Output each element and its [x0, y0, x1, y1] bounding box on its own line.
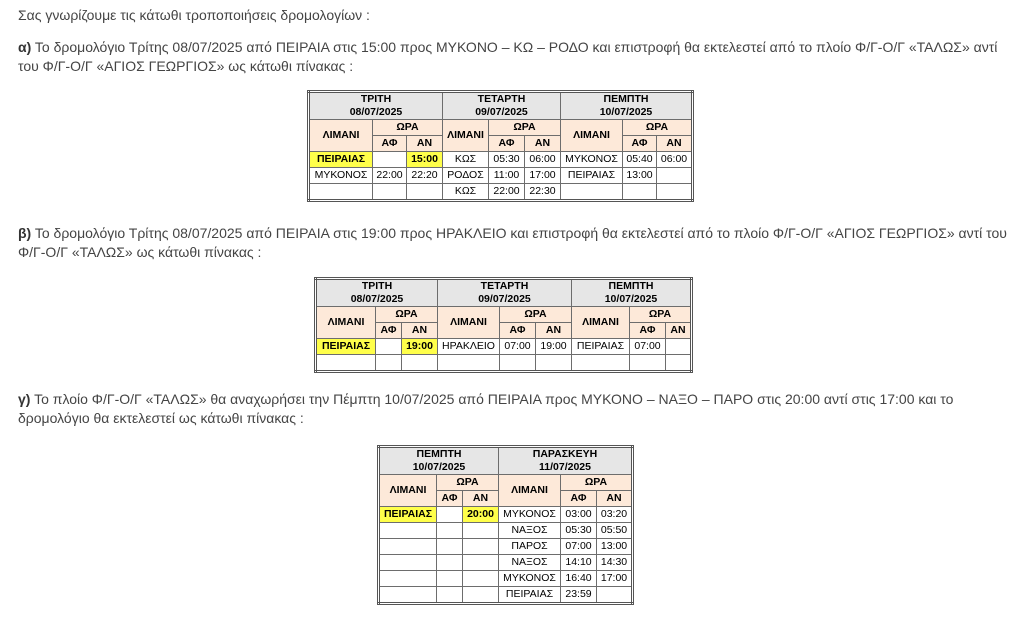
day-name: ΤΡΙΤΗ: [360, 93, 392, 105]
port-cell: [379, 571, 437, 587]
day-name: ΠΕΜΠΤΗ: [603, 93, 649, 105]
time-column-header: ΩΡΑ: [630, 307, 692, 323]
arrival-column-header: ΑΝ: [657, 136, 693, 152]
departure-cell: [373, 184, 407, 201]
departure-cell: 05:30: [561, 523, 597, 539]
departure-column-header: ΑΦ: [561, 491, 597, 507]
day-header: [561, 92, 693, 120]
departure-cell: [437, 587, 463, 604]
arrival-cell: [463, 555, 499, 571]
arrival-cell: 14:30: [597, 555, 633, 571]
departure-column-header: ΑΦ: [376, 323, 402, 339]
departure-cell: 07:00: [630, 339, 666, 355]
port-cell: ΜΥΚΟΝΟΣ: [499, 571, 561, 587]
section-b-label: β): [18, 225, 32, 241]
port-cell: ΠΕΙΡΑΙΑΣ: [316, 339, 376, 355]
port-cell: [438, 355, 500, 372]
day-date: 11/07/2025: [539, 461, 591, 473]
departure-cell: [373, 152, 407, 168]
table-row: [379, 571, 633, 587]
arrival-cell: 19:00: [402, 339, 438, 355]
departure-cell: [500, 355, 536, 372]
time-column-header: ΩΡΑ: [489, 120, 561, 136]
day-date: 08/07/2025: [349, 106, 403, 118]
port-cell: ΡΟΔΟΣ: [443, 168, 489, 184]
departure-cell: [376, 339, 402, 355]
arrival-column-header: ΑΝ: [463, 491, 499, 507]
port-cell: ΜΥΚΟΝΟΣ: [309, 168, 373, 184]
arrival-cell: [666, 355, 692, 372]
time-column-header: ΩΡΑ: [500, 307, 572, 323]
schedule-table-a: [307, 90, 694, 202]
port-cell: ΠΕΙΡΑΙΑΣ: [572, 339, 630, 355]
day-header: [379, 447, 499, 475]
port-column-header: ΛΙΜΑΝΙ: [379, 475, 437, 507]
departure-cell: 07:00: [561, 539, 597, 555]
port-column-header: ΛΙΜΑΝΙ: [499, 475, 561, 507]
day-name: ΠΕΜΠΤΗ: [608, 280, 654, 292]
arrival-cell: [463, 587, 499, 604]
port-cell: ΝΑΞΟΣ: [499, 523, 561, 539]
arrival-cell: 17:00: [525, 168, 561, 184]
departure-cell: 05:40: [623, 152, 657, 168]
port-cell: ΠΕΙΡΑΙΑΣ: [499, 587, 561, 604]
section-c-body: Το πλοίο Φ/Γ-Ο/Γ «ΤΑΛΩΣ» θα αναχωρήσει την Πέμπτη 10/07/2025 από ΠΕΙΡΑΙΑ προς ΜΥΚΟΝΟ – ΝΑΞΟ – ΠΑΡΟ στις 20:00 αντί στις 17:00 και το δρομολόγιο θα εκτελεστεί ως κάτωθι πίνακας :: [18, 391, 954, 426]
departure-column-header: ΑΦ: [630, 323, 666, 339]
arrival-cell: [407, 184, 443, 201]
section-a-label: α): [18, 39, 32, 55]
departure-cell: [437, 571, 463, 587]
departure-cell: 22:00: [489, 184, 525, 201]
port-cell: [379, 555, 437, 571]
day-date: 09/07/2025: [475, 106, 528, 118]
arrival-cell: [463, 539, 499, 555]
table-row: [379, 555, 633, 571]
port-cell: [379, 587, 437, 604]
arrival-column-header: ΑΝ: [536, 323, 572, 339]
table-row: [309, 168, 693, 184]
day-header: [572, 279, 692, 307]
table-row: [309, 184, 693, 201]
port-column-header: ΛΙΜΑΝΙ: [309, 120, 373, 152]
schedule-table-b: [314, 277, 693, 373]
table-row: [316, 339, 692, 355]
arrival-cell: [463, 523, 499, 539]
departure-cell: [437, 539, 463, 555]
day-name: ΤΡΙΤΗ: [361, 280, 393, 292]
port-cell: ΚΩΣ: [443, 152, 489, 168]
arrival-cell: 06:00: [525, 152, 561, 168]
port-cell: ΚΩΣ: [443, 184, 489, 201]
arrival-column-header: ΑΝ: [402, 323, 438, 339]
port-cell: [572, 355, 630, 372]
time-column-header: ΩΡΑ: [376, 307, 438, 323]
day-header: [309, 92, 443, 120]
port-cell: ΠΑΡΟΣ: [499, 539, 561, 555]
day-name: ΠΕΜΠΤΗ: [416, 448, 462, 460]
section-c-label: γ): [18, 391, 31, 407]
time-column-header: ΩΡΑ: [561, 475, 633, 491]
day-header: [316, 279, 438, 307]
section-a-body: Το δρομολόγιο Τρίτης 08/07/2025 από ΠΕΙΡΑΙΑ στις 15:00 προς ΜΥΚΟΝΟ – ΚΩ – ΡΟΔΟ και επιστροφή θα εκτελεστεί από το πλοίο Φ/Γ-Ο/Γ «ΤΑΛΩΣ» αντί του Φ/Γ-Ο/Γ «ΑΓΙΟΣ ΓΕΩΡΓΙΟΣ» ως κάτωθι πίνακας :: [18, 39, 998, 74]
day-date: 09/07/2025: [478, 293, 531, 305]
schedule-table-c: [377, 445, 634, 605]
departure-cell: 03:00: [561, 507, 597, 523]
arrival-cell: 22:20: [407, 168, 443, 184]
day-header: [438, 279, 572, 307]
day-name: ΠΑΡΑΣΚΕΥΗ: [532, 448, 598, 460]
port-cell: [316, 355, 376, 372]
departure-cell: 13:00: [623, 168, 657, 184]
time-column-header: ΩΡΑ: [373, 120, 443, 136]
departure-cell: 05:30: [489, 152, 525, 168]
port-column-header: ΛΙΜΑΝΙ: [443, 120, 489, 152]
departure-cell: 07:00: [500, 339, 536, 355]
port-column-header: ΛΙΜΑΝΙ: [316, 307, 376, 339]
arrival-cell: [657, 184, 693, 201]
table-row: [379, 587, 633, 604]
intro-text: Σας γνωρίζουμε τις κάτωθι τροποποιήσεις δρομολογίων :: [18, 7, 370, 23]
port-cell: ΗΡΑΚΛΕΙΟ: [438, 339, 500, 355]
departure-column-header: ΑΦ: [489, 136, 525, 152]
arrival-cell: [402, 355, 438, 372]
day-date: 08/07/2025: [350, 293, 404, 305]
day-date: 10/07/2025: [412, 461, 466, 473]
section-a-text: [18, 38, 1010, 76]
port-column-header: ΛΙΜΑΝΙ: [438, 307, 500, 339]
port-cell: [379, 523, 437, 539]
port-cell: ΠΕΙΡΑΙΑΣ: [379, 507, 437, 523]
arrival-cell: [666, 339, 692, 355]
departure-column-header: ΑΦ: [500, 323, 536, 339]
table-row: [309, 152, 693, 168]
arrival-column-header: ΑΝ: [525, 136, 561, 152]
arrival-column-header: ΑΝ: [666, 323, 692, 339]
departure-cell: 22:00: [373, 168, 407, 184]
departure-column-header: ΑΦ: [623, 136, 657, 152]
arrival-column-header: ΑΝ: [597, 491, 633, 507]
arrival-cell: [536, 355, 572, 372]
departure-cell: [376, 355, 402, 372]
arrival-cell: 17:00: [597, 571, 633, 587]
departure-cell: 14:10: [561, 555, 597, 571]
day-date: 10/07/2025: [604, 293, 658, 305]
day-date: 10/07/2025: [599, 106, 653, 118]
time-column-header: ΩΡΑ: [623, 120, 693, 136]
port-cell: ΝΑΞΟΣ: [499, 555, 561, 571]
port-cell: [309, 184, 373, 201]
day-name: ΤΕΤΑΡΤΗ: [480, 280, 529, 292]
arrival-cell: [597, 587, 633, 604]
departure-cell: [437, 507, 463, 523]
departure-cell: 23:59: [561, 587, 597, 604]
port-cell: ΜΥΚΟΝΟΣ: [561, 152, 623, 168]
arrival-cell: 15:00: [407, 152, 443, 168]
arrival-cell: 05:50: [597, 523, 633, 539]
departure-cell: [437, 555, 463, 571]
departure-column-header: ΑΦ: [373, 136, 407, 152]
table-row: [316, 355, 692, 372]
table-row: [379, 539, 633, 555]
arrival-cell: 13:00: [597, 539, 633, 555]
port-column-header: ΛΙΜΑΝΙ: [561, 120, 623, 152]
departure-cell: 16:40: [561, 571, 597, 587]
section-b-body: Το δρομολόγιο Τρίτης 08/07/2025 από ΠΕΙΡΑΙΑ στις 19:00 προς ΗΡΑΚΛΕΙΟ και επιστροφή θα εκτελεστεί από το πλοίο Φ/Γ-Ο/Γ «ΑΓΙΟΣ ΓΕΩΡΓΙΟΣ» αντί του Φ/Γ-Ο/Γ «ΤΑΛΩΣ» ως κάτωθι πίνακας :: [18, 225, 1007, 260]
arrival-cell: 03:20: [597, 507, 633, 523]
port-column-header: ΛΙΜΑΝΙ: [572, 307, 630, 339]
departure-cell: 11:00: [489, 168, 525, 184]
day-header: [499, 447, 633, 475]
section-b-text: [18, 224, 1010, 262]
arrival-cell: 19:00: [536, 339, 572, 355]
arrival-column-header: ΑΝ: [407, 136, 443, 152]
arrival-cell: 20:00: [463, 507, 499, 523]
table-row: [379, 523, 633, 539]
departure-column-header: ΑΦ: [437, 491, 463, 507]
section-c-text: [18, 390, 1010, 428]
port-cell: ΜΥΚΟΝΟΣ: [499, 507, 561, 523]
port-cell: [561, 184, 623, 201]
arrival-cell: 06:00: [657, 152, 693, 168]
port-cell: ΠΕΙΡΑΙΑΣ: [309, 152, 373, 168]
arrival-cell: [463, 571, 499, 587]
time-column-header: ΩΡΑ: [437, 475, 499, 491]
port-cell: [379, 539, 437, 555]
departure-cell: [437, 523, 463, 539]
arrival-cell: 22:30: [525, 184, 561, 201]
day-name: ΤΕΤΑΡΤΗ: [477, 93, 526, 105]
departure-cell: [630, 355, 666, 372]
day-header: [443, 92, 561, 120]
departure-cell: [623, 184, 657, 201]
arrival-cell: [657, 168, 693, 184]
port-cell: ΠΕΙΡΑΙΑΣ: [561, 168, 623, 184]
table-row: [379, 507, 633, 523]
